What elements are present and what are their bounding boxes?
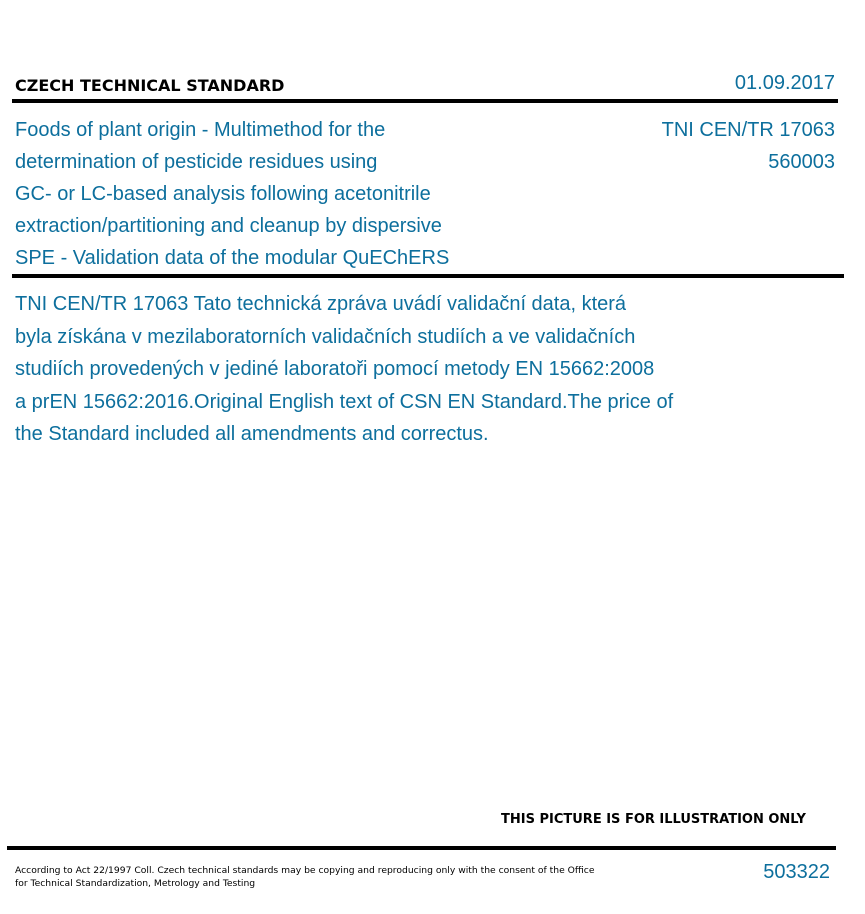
standard-number: TNI CEN/TR 17063 [661,119,835,141]
abstract-text [15,288,735,451]
copyright-notice [15,864,594,890]
copyright-line: According to Act 22/1997 Coll. Czech technical standards may be copying and reproducing only with the consent of the Office [15,865,595,876]
title-line: SPE - Validation data of the modular QuEChERS [15,247,450,269]
title-line: Foods of plant origin - Multimethod for the [15,119,386,141]
standard-type-label: CZECH TECHNICAL STANDARD [15,76,285,95]
abstract-line: byla získána v mezilaboratorních validačních studiích a ve validačních [15,325,636,348]
title-line: GC- or LC-based analysis following acetonitrile [15,183,431,205]
standard-title [15,114,515,274]
abstract-line: a prEN 15662:2016.Original English text of CSN EN Standard.The price of [15,390,674,413]
publication-date: 01.09.2017 [734,72,835,94]
illustration-disclaimer: THIS PICTURE IS FOR ILLUSTRATION ONLY [501,812,806,827]
title-divider [12,274,844,278]
abstract-line: TNI CEN/TR 17063 Tato technická zpráva uvádí validační data, která [15,293,627,315]
abstract-line: the Standard included all amendments and correctus. [15,423,489,445]
footer-divider [7,846,836,850]
title-line: extraction/partitioning and cleanup by dispersive [15,215,442,237]
classification-code: 560003 [768,151,835,173]
catalog-number: 503322 [763,861,830,883]
standard-codes [662,114,835,178]
abstract-line: studiích provedených v jediné laboratoři pomocí metody EN 15662:2008 [15,358,655,380]
header-divider [12,99,838,103]
title-line: determination of pesticide residues using [15,151,378,173]
copyright-line: for Technical Standardization, Metrology and Testing [15,878,256,889]
